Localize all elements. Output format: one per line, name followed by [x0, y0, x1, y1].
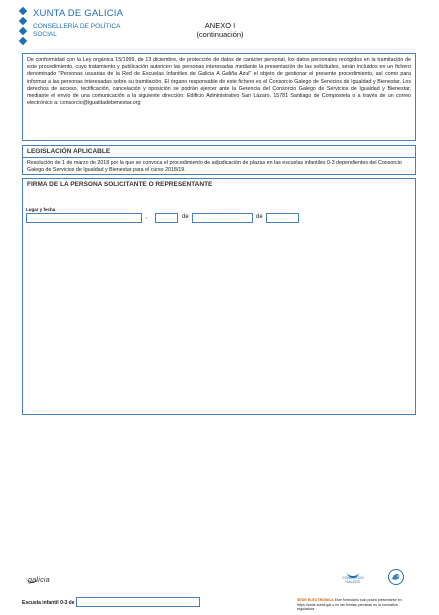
signature-title: FIRMA DE LA PERSONA SOLICITANTE O REPRESENTANTE [27, 181, 213, 188]
de-separator-1: de [182, 214, 189, 220]
sede-tag: SEDE ELECTRÓNICA [297, 598, 334, 602]
school-input[interactable] [76, 597, 200, 607]
day-input[interactable] [155, 213, 178, 223]
legislation-section [22, 145, 416, 175]
privacy-notice: De conformidad con la Ley orgánica 15/1999, de 13 diciembre, de protección de datos de carácter personal, los datos personales recogidos en la tramitación de este procedimiento, cuyo tratamiento y publicación autoricen las personas interesadas mediante la presentación de las solicitudes, serán incluidos en un fichero denominado "Personas usuarias de la Red de Escuelas Infantiles de Galicia A Galiña Azul" el objeto de gestionar el presente procedimiento, así como para informar a las personas interesadas sobre su tramitación. El órgano responsable de este fichero es el Consorcio Galego de Servicios de Igualdad y Bienestar. Los derechos de acceso, rectificación, cancelación y oposición se podrán ejercer ante la Gerencia del Consorcio Galego de Servicios de Igualdad y Bienestar, mediante el envío de una comunicación a la siguiente dirección: Edificio Administrativo San Lázaro, 15781 Santiago de Compostela o a través de un correo electrónico a: consorcio@igualdadebenestar.org [22, 53, 416, 141]
comma-separator: , [146, 214, 148, 220]
department-line-1: CONSELLERÍA DE POLÍTICA [33, 23, 121, 30]
xunta-crest-icon [20, 8, 28, 46]
annex-heading [185, 21, 255, 39]
place-date-label: Lugar y fecha [26, 207, 56, 212]
consorcio-line-2: GALEGO [345, 580, 361, 584]
department-name [33, 23, 120, 39]
de-separator-2: de [256, 214, 263, 220]
galinha-azul-logo-icon [387, 568, 405, 586]
org-name: XUNTA DE GALICIA [33, 8, 124, 19]
sede-text: Este formulario sólo podrá presentarse en https://sede.xunta.gal o en las formas previstas en la normativa reguladora [297, 598, 402, 612]
place-input[interactable] [26, 213, 142, 223]
consorcio-line-1: CONSORCIO [342, 576, 364, 580]
year-input[interactable] [266, 213, 299, 223]
annex-subtitle: (continuación) [196, 30, 244, 39]
department-line-2: SOCIAL [33, 31, 57, 38]
legislation-text: Resolución de 1 de marzo de 2018 por la que se convoca el procedimiento de adjudicación de plazas en las escuelas infantiles 0-3 dependientes del Consorcio Galego de Servicios de Igualdad y Bienestar para el curso 2018/19. [27, 160, 402, 173]
sede-electronica-note [297, 598, 415, 612]
consorcio-logo-text [341, 576, 365, 584]
annex-title: ANEXO I [204, 21, 236, 30]
month-input[interactable] [192, 213, 253, 223]
school-label: Escuela infantil 0-3 de [22, 600, 75, 606]
legislation-title: LEGISLACIÓN APLICABLE [23, 148, 415, 158]
galicia-logo: galicia [28, 577, 50, 584]
